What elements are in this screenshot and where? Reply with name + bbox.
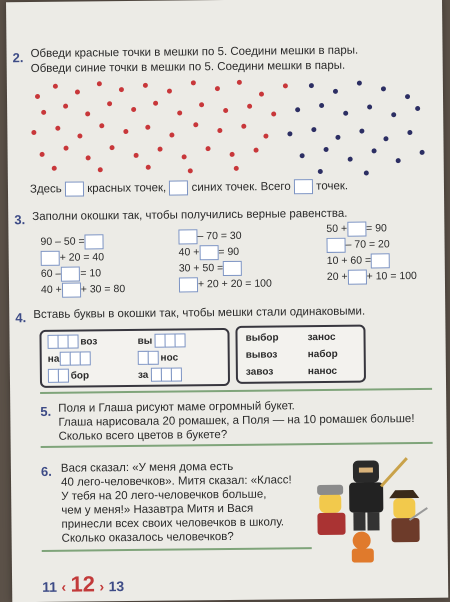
red-dot xyxy=(145,125,150,130)
blue-dot xyxy=(383,136,388,141)
red-dot xyxy=(199,102,204,107)
answer-box[interactable] xyxy=(61,266,80,281)
equation: 30 + 50 = xyxy=(179,260,272,277)
word-row: за xyxy=(138,366,186,383)
letter-box[interactable] xyxy=(67,335,78,349)
letter-box[interactable] xyxy=(58,369,69,383)
blue-dot xyxy=(359,129,364,134)
red-dot xyxy=(143,83,148,88)
red-dot xyxy=(191,80,196,85)
ninja-body xyxy=(349,482,383,512)
equation: – 70 = 30 xyxy=(178,228,271,245)
orange-figure-head xyxy=(353,531,371,549)
left-words xyxy=(47,333,97,385)
answer-box[interactable] xyxy=(85,234,104,249)
blue-dot xyxy=(309,83,314,88)
blue-dot xyxy=(391,112,396,117)
task2-number: 2. xyxy=(12,50,24,66)
red-dot xyxy=(134,153,139,158)
blue-dot xyxy=(318,169,323,174)
blue-dot xyxy=(420,150,425,155)
task6-number: 6. xyxy=(40,463,52,479)
blue-dot xyxy=(405,94,410,99)
answer-box[interactable] xyxy=(371,253,390,268)
red-dot xyxy=(55,126,60,131)
task6-line1: Вася сказал: «У меня дома есть xyxy=(60,460,234,475)
red-dot xyxy=(182,154,187,159)
red-dot xyxy=(98,167,103,172)
right-word-bag xyxy=(235,325,366,384)
equation: 50 + = 90 xyxy=(326,222,387,235)
word: завоз xyxy=(245,366,274,378)
letter-box[interactable] xyxy=(175,334,186,348)
sword xyxy=(381,458,407,486)
red-dot xyxy=(241,124,246,129)
answer-box[interactable] xyxy=(41,250,60,265)
red-dot xyxy=(234,166,239,171)
answer-box[interactable] xyxy=(348,269,367,284)
equation: 40 + = 90 xyxy=(178,245,240,259)
red-dot xyxy=(107,101,112,106)
answer-box[interactable] xyxy=(199,245,218,260)
equation: 20 + + 10 = 100 xyxy=(326,269,417,283)
soldier-head xyxy=(319,493,341,513)
red-dot xyxy=(188,168,193,173)
red-dot xyxy=(193,122,198,127)
red-dot xyxy=(158,147,163,152)
red-dot xyxy=(64,146,69,151)
red-dot xyxy=(223,108,228,113)
blue-dot xyxy=(364,170,369,175)
blue-dot xyxy=(372,148,377,153)
word: набор xyxy=(307,348,338,361)
blue-dot xyxy=(333,89,338,94)
red-dot xyxy=(99,123,104,128)
red-dot xyxy=(215,86,220,91)
blue-dot xyxy=(367,104,372,109)
task3-col2 xyxy=(178,228,272,293)
task3-col1 xyxy=(40,233,125,298)
equation: – 70 = 20 xyxy=(326,236,416,253)
word-row: бор xyxy=(48,367,98,385)
task2-line1: Обведи красные точки в мешки по 5. Соедини мешки в пары. xyxy=(30,44,359,61)
task5-line2: Глаша нарисовала 20 ромашек, а Поля — на 10 ромашек больше! xyxy=(58,413,415,429)
red-dot xyxy=(167,89,172,94)
answer-total-label: точек. xyxy=(316,180,349,193)
word-row: нос xyxy=(138,349,186,366)
word-row: на xyxy=(48,350,98,368)
task3-title: Заполни окошки так, чтобы получились верные равенства. xyxy=(32,207,348,224)
red-dot xyxy=(77,133,82,138)
task2-answer-line xyxy=(30,179,348,197)
red-dot xyxy=(41,110,46,115)
word-row: воз xyxy=(47,333,97,351)
red-dot xyxy=(230,152,235,157)
blue-dot xyxy=(335,135,340,140)
equation: 90 – 50 = xyxy=(40,233,124,250)
page-numbers xyxy=(42,571,124,598)
red-dot xyxy=(110,145,115,150)
answer-line[interactable] xyxy=(42,547,312,552)
red-dot xyxy=(146,165,151,170)
blue-dot xyxy=(343,111,348,116)
letter-box[interactable] xyxy=(148,351,159,365)
equation: 60 – = 10 xyxy=(40,267,102,280)
blue-dot xyxy=(324,147,329,152)
task4-title: Вставь буквы в окошки так, чтобы мешки стали одинаковыми. xyxy=(33,305,366,322)
blue-dot xyxy=(407,130,412,135)
red-dot xyxy=(177,110,182,115)
red-dot xyxy=(86,155,91,160)
current-page-number: 12 xyxy=(70,571,96,597)
answer-line[interactable] xyxy=(40,388,432,394)
red-count-box[interactable] xyxy=(65,181,84,196)
red-dot xyxy=(119,87,124,92)
letter-box[interactable] xyxy=(79,352,90,366)
task5-line1: Поля и Глаша рисуют маме огромный букет. xyxy=(58,400,295,415)
left-letter-bag xyxy=(39,328,230,388)
word: вывоз xyxy=(245,349,278,361)
answer-box[interactable] xyxy=(326,237,345,252)
red-dot xyxy=(123,129,128,134)
red-dot xyxy=(271,111,276,116)
soldier-body xyxy=(317,513,345,535)
red-dot xyxy=(254,148,259,153)
arrow-left-icon: ‹ xyxy=(61,578,67,595)
answer-box[interactable] xyxy=(62,282,81,297)
letter-box[interactable] xyxy=(171,368,182,382)
answer-blue-label: синих точек. Всего xyxy=(191,180,291,194)
red-dot xyxy=(206,146,211,151)
next-page-number: 13 xyxy=(108,578,125,595)
red-dot xyxy=(131,107,136,112)
word: занос xyxy=(307,331,336,344)
workbook-page xyxy=(6,0,448,602)
prev-page-number: 11 xyxy=(42,578,58,595)
red-dot xyxy=(53,84,58,89)
equation: 40 + + 30 = 80 xyxy=(40,283,126,296)
red-dot xyxy=(263,134,268,139)
answer-box[interactable] xyxy=(223,261,242,276)
blue-dot xyxy=(357,81,362,86)
word: нанос xyxy=(307,365,338,378)
red-dot xyxy=(153,101,158,106)
right-words-col1 xyxy=(245,329,279,380)
red-dot xyxy=(237,80,242,85)
answer-box[interactable] xyxy=(347,221,366,236)
word-row: вы xyxy=(137,332,185,349)
task5-number: 5. xyxy=(40,403,52,419)
blue-dot xyxy=(348,157,353,162)
red-dot xyxy=(35,94,40,99)
total-count-box[interactable] xyxy=(294,179,313,194)
pirate-body xyxy=(391,518,419,542)
red-dot xyxy=(283,83,288,88)
red-dot xyxy=(169,133,174,138)
red-dot xyxy=(97,81,102,86)
red-dot xyxy=(31,130,36,135)
red-dot xyxy=(85,111,90,116)
task3-col3 xyxy=(326,220,417,285)
arrow-right-icon: › xyxy=(99,578,105,595)
red-dot xyxy=(75,90,80,95)
red-dot xyxy=(40,152,45,157)
equation: + 20 + 20 = 100 xyxy=(179,276,272,293)
blue-dot xyxy=(300,153,305,158)
blue-dot xyxy=(381,86,386,91)
right-words-col2 xyxy=(307,329,338,380)
task4-number: 4. xyxy=(15,310,27,326)
answer-prefix: Здесь xyxy=(29,183,62,196)
dot-field xyxy=(27,76,428,175)
equation: 10 + 60 = xyxy=(327,252,417,269)
red-dot xyxy=(52,166,57,171)
blue-dot xyxy=(311,127,316,132)
task6-line6: Сколько оказалось человечков? xyxy=(61,530,234,545)
lego-figures-illustration xyxy=(309,450,430,563)
blue-dot xyxy=(295,107,300,112)
middle-words xyxy=(137,332,185,383)
blue-count-box[interactable] xyxy=(169,180,188,195)
task5-line3: Сколько всего цветов в букете? xyxy=(58,428,228,443)
task6-line2: 40 лего-человечков». Митя сказал: «Класс! xyxy=(60,474,292,489)
equation: + 20 = 40 xyxy=(41,249,125,266)
task2-line2: Обведи синие точки в мешки по 5. Соедини мешки в пары. xyxy=(30,59,346,76)
pirate-head xyxy=(393,498,415,518)
task6-line5: принесли всех своих человечков в школу. xyxy=(61,516,285,531)
blue-dot xyxy=(319,103,324,108)
task6-line3: У тебя на 20 лего-человечков больше, xyxy=(61,488,267,503)
blue-dot xyxy=(287,131,292,136)
blue-dot xyxy=(415,106,420,111)
word: выбор xyxy=(245,332,279,344)
task3-number: 3. xyxy=(14,212,26,228)
red-dot xyxy=(63,104,68,109)
blue-dot xyxy=(396,158,401,163)
answer-box[interactable] xyxy=(178,229,197,244)
task6-line4: чем у меня!» Назавтра Митя и Вася xyxy=(61,502,254,517)
red-dot xyxy=(247,104,252,109)
answer-red-label: красных точек, xyxy=(87,182,167,195)
red-dot xyxy=(217,128,222,133)
red-dot xyxy=(259,92,264,97)
answer-box[interactable] xyxy=(179,277,198,292)
